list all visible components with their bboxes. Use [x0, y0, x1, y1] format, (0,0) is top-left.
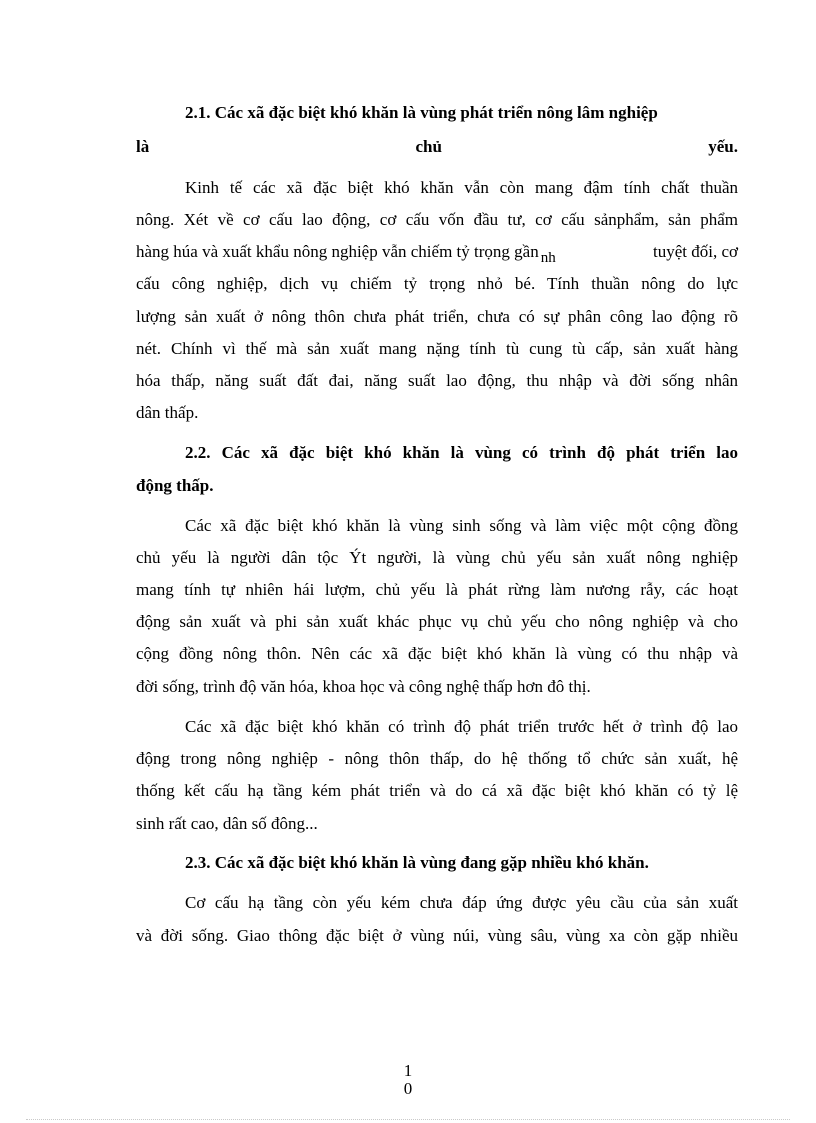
heading-word: chủ [415, 137, 442, 156]
paragraph-line: động trong nông nghiệp - nông thôn thấp, do hệ thống tổ chức sản xuất, hệ [136, 749, 738, 768]
heading-word: là [136, 137, 150, 156]
paragraph-text [136, 241, 558, 266]
page-number-digit: 1 [403, 1061, 413, 1080]
paragraph-line: Kinh tế các xã đặc biệt khó khăn vẫn còn mang đậm tính chất thuần [185, 178, 738, 197]
paragraph-line: động sản xuất và phi sản xuất khác phục vụ chủ yếu cho nông nghiệp và cho [136, 612, 738, 631]
page-number [0, 1062, 816, 1098]
paragraph-fragment: hàng húa và xuất khẩu nông nghiệp vẫn chiếm tỷ trọng gần [136, 242, 539, 261]
page-number-digit: 0 [403, 1079, 413, 1098]
section-heading-2-1: 2.1. Các xã đặc biệt khó khăn là vùng phát triển nông lâm nghiệp [185, 103, 658, 122]
section-heading-2-2: 2.2. Các xã đặc biệt khó khăn là vùng có trình độ phát triển lao [185, 443, 738, 462]
paragraph-line: lượng sản xuất ở nông thôn chưa phát triển, chưa có sự phân công lao động rõ [136, 307, 738, 326]
paragraph-line: dân thấp. [136, 403, 199, 422]
paragraph-line: hóa thấp, năng suất đất đai, năng suất lao động, thu nhập và đời sống nhân [136, 371, 738, 390]
paragraph-line: cộng đồng nông thôn. Nên các xã đặc biệt khó khăn là vùng có thu nhập và [136, 644, 738, 663]
footer-divider [26, 1119, 790, 1120]
paragraph-line: mang tính tự nhiên hái lượm, chủ yếu là phát rừng làm nương rẫy, các hoạt [136, 580, 738, 599]
heading-word: yếu. [708, 137, 738, 156]
section-heading-2-2-cont: động thấp. [136, 476, 214, 495]
paragraph-line: Các xã đặc biệt khó khăn có trình độ phát triển trước hết ở trình độ lao [185, 717, 738, 736]
inline-subscript: nh [540, 250, 556, 266]
paragraph-line: và đời sống. Giao thông đặc biệt ở vùng núi, vùng sâu, vùng xa còn gặp nhiều [136, 926, 738, 945]
paragraph-line: nét. Chính vì thế mà sản xuất mang nặng tính tù cung tù cấp, sản xuất hàng [136, 339, 738, 358]
paragraph-line: thống kết cấu hạ tầng kém phát triển và do cá xã đặc biệt khó khăn có tỷ lệ [136, 781, 738, 800]
paragraph-line: sinh rất cao, dân số đông... [136, 814, 318, 833]
section-heading-2-3: 2.3. Các xã đặc biệt khó khăn là vùng đang gặp nhiều khó khăn. [185, 853, 649, 872]
paragraph-fragment: tuyệt đối, cơ [653, 242, 738, 261]
paragraph-line: đời sống, trình độ văn hóa, khoa học và công nghệ thấp hơn đô thị. [136, 677, 591, 696]
paragraph-line: nông. Xét về cơ cấu lao động, cơ cấu vốn đầu tư, cơ cấu sảnphẩm, sản phẩm [136, 210, 738, 229]
paragraph-line: cấu công nghiệp, dịch vụ chiếm tỷ trọng nhỏ bé. Tính thuần nông do lực [136, 274, 738, 293]
section-heading-2-1-cont [136, 136, 738, 158]
paragraph-line: Các xã đặc biệt khó khăn là vùng sinh sống và làm việc một cộng đồng [185, 516, 738, 535]
paragraph-line: Cơ cấu hạ tầng còn yếu kém chưa đáp ứng được yêu cầu của sản xuất [185, 893, 738, 912]
paragraph-line: chủ yếu là người dân tộc Ýt người, là vùng chủ yếu sản xuất nông nghiệp [136, 548, 738, 567]
paragraph-line [136, 241, 738, 266]
